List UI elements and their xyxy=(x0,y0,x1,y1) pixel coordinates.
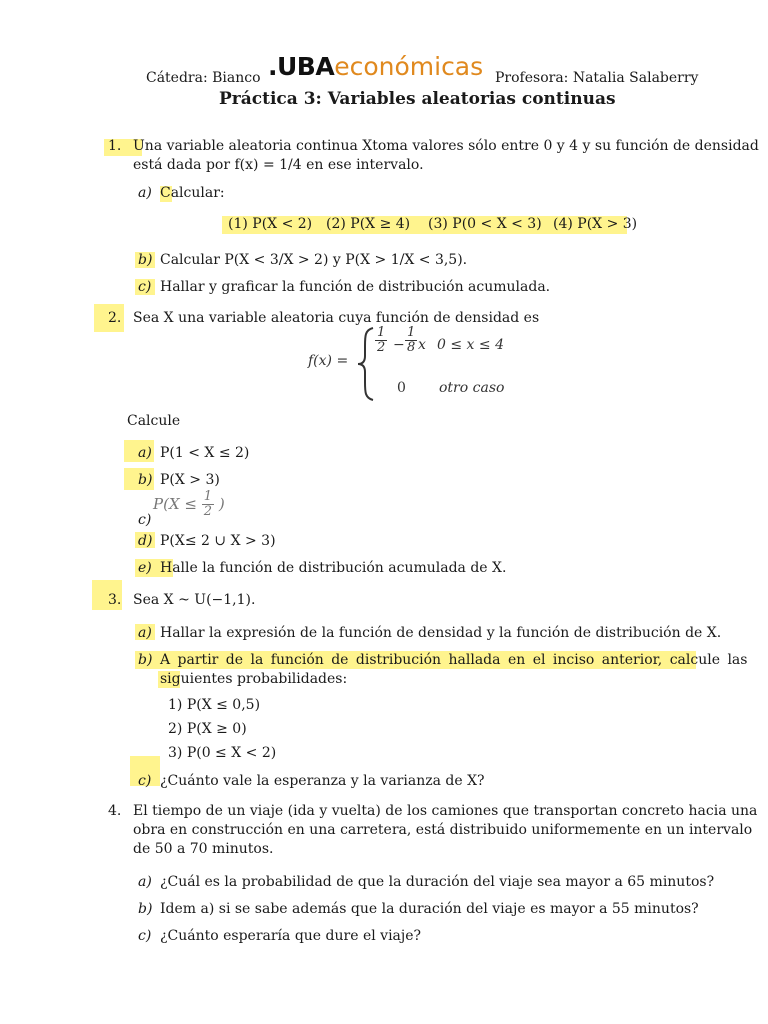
q2-number: 2. xyxy=(108,310,122,326)
q1-a-text: Calcular: xyxy=(160,185,225,201)
q1-line1: Una variable aleatoria continua Xtoma valores sólo entre 0 y 4 y su función de densidad xyxy=(133,138,759,154)
q2-c-expression xyxy=(153,490,225,518)
q1-c-label: c) xyxy=(138,279,152,295)
fraction-denominator: 2 xyxy=(203,503,213,519)
q2-intro: Sea X una variable aleatoria cuya función de densidad es xyxy=(133,310,540,326)
q1-a-item-1: (1) P(X < 2) xyxy=(228,216,313,232)
density-function-lhs: f(x) = xyxy=(308,353,349,369)
q1-a-label: a) xyxy=(138,185,152,201)
q1-a-item-3: (3) P(0 < X < 3) xyxy=(428,216,542,232)
page-title: Práctica 3: Variables aleatorias continuas xyxy=(219,89,616,109)
q4-line2: obra en construcción en una carretera, está distribuido uniformemente en un intervalo xyxy=(133,822,753,838)
profesora-label: Profesora: Natalia Salaberry xyxy=(495,70,699,86)
q3-c-label: c) xyxy=(138,773,152,789)
logo-economicas-text: económicas xyxy=(334,52,484,81)
q3-intro: Sea X ~ U(−1,1). xyxy=(133,592,256,608)
q4-number: 4. xyxy=(108,803,122,819)
q4-c-label: c) xyxy=(138,928,152,944)
q3-b-line1: A partir de la función de distribución hallada en el inciso anterior, calcule las xyxy=(160,652,748,668)
q4-a-text: ¿Cuál es la probabilidad de que la duración del viaje sea mayor a 65 minutos? xyxy=(160,874,715,890)
q4-c-text: ¿Cuánto esperaría que dure el viaje? xyxy=(160,928,422,944)
q2-a-label: a) xyxy=(138,445,152,461)
q1-line2: está dada por f(x) = 1/4 en ese intervalo. xyxy=(133,157,424,173)
uba-economicas-logo xyxy=(268,52,483,81)
fraction-one-eighth xyxy=(405,326,417,354)
q1-c-text: Hallar y graficar la función de distribución acumulada. xyxy=(160,279,551,295)
variable-x: x xyxy=(418,337,426,353)
q3-b-item-2: 2) P(X ≥ 0) xyxy=(168,721,247,737)
density-zero: 0 xyxy=(397,380,406,396)
q3-c-text: ¿Cuánto vale la esperanza y la varianza de X? xyxy=(160,773,485,789)
q1-b-text: Calcular P(X < 3/X > 2) y P(X > 1/X < 3,5). xyxy=(160,252,468,268)
q2-b-text: P(X > 3) xyxy=(160,472,220,488)
q1-number: 1. xyxy=(108,138,122,154)
q3-b-item-3: 3) P(0 ≤ X < 2) xyxy=(168,745,277,761)
q2-calcule: Calcule xyxy=(127,413,181,429)
q1-b-label: b) xyxy=(138,252,153,268)
q2-c-label: c) xyxy=(138,512,152,528)
q2-c-close: ) xyxy=(218,495,225,514)
q2-d-text: P(X≤ 2 ∪ X > 3) xyxy=(160,533,276,549)
q2-e-label: e) xyxy=(138,560,152,576)
q1-a-item-4: (4) P(X > 3) xyxy=(553,216,638,232)
left-brace-icon xyxy=(355,326,377,402)
q2-a-text: P(1 < X ≤ 2) xyxy=(160,445,250,461)
fraction-numerator: 1 xyxy=(377,325,386,340)
logo-uba-text: .UBA xyxy=(268,52,335,81)
q4-a-label: a) xyxy=(138,874,152,890)
q2-d-label: d) xyxy=(138,533,153,549)
q4-b-text: Idem a) si se sabe además que la duración del viaje es mayor a 55 minutos? xyxy=(160,901,699,917)
fraction-one-half xyxy=(202,490,214,518)
q4-line1: El tiempo de un viaje (ida y vuelta) de los camiones que transportan concreto hacia una xyxy=(133,803,758,819)
q2-e-text: Halle la función de distribución acumulada de X. xyxy=(160,560,507,576)
minus-sign: − xyxy=(393,337,405,353)
q2-b-label: b) xyxy=(138,472,153,488)
density-range: 0 ≤ x ≤ 4 xyxy=(437,337,504,353)
q3-b-label: b) xyxy=(138,652,153,668)
q3-b-item-1: 1) P(X ≤ 0,5) xyxy=(168,697,261,713)
q2-c-text: P(X ≤ xyxy=(153,495,197,514)
q3-a-label: a) xyxy=(138,625,152,641)
q3-number: 3. xyxy=(108,592,122,608)
q3-b-line2: siguientes probabilidades: xyxy=(160,671,348,687)
q4-b-label: b) xyxy=(138,901,153,917)
fraction-numerator: 1 xyxy=(203,489,213,504)
density-otro-caso: otro caso xyxy=(439,380,505,396)
q1-a-item-2: (2) P(X ≥ 4) xyxy=(326,216,411,232)
fraction-numerator: 1 xyxy=(407,325,416,340)
fraction-denominator: 2 xyxy=(377,339,386,355)
q3-a-text: Hallar la expresión de la función de densidad y la función de distribución de X. xyxy=(160,625,722,641)
fraction-one-half xyxy=(375,326,387,354)
catedra-label: Cátedra: Bianco xyxy=(146,70,261,86)
q4-line3: de 50 a 70 minutos. xyxy=(133,841,274,857)
fraction-denominator: 8 xyxy=(407,339,416,355)
